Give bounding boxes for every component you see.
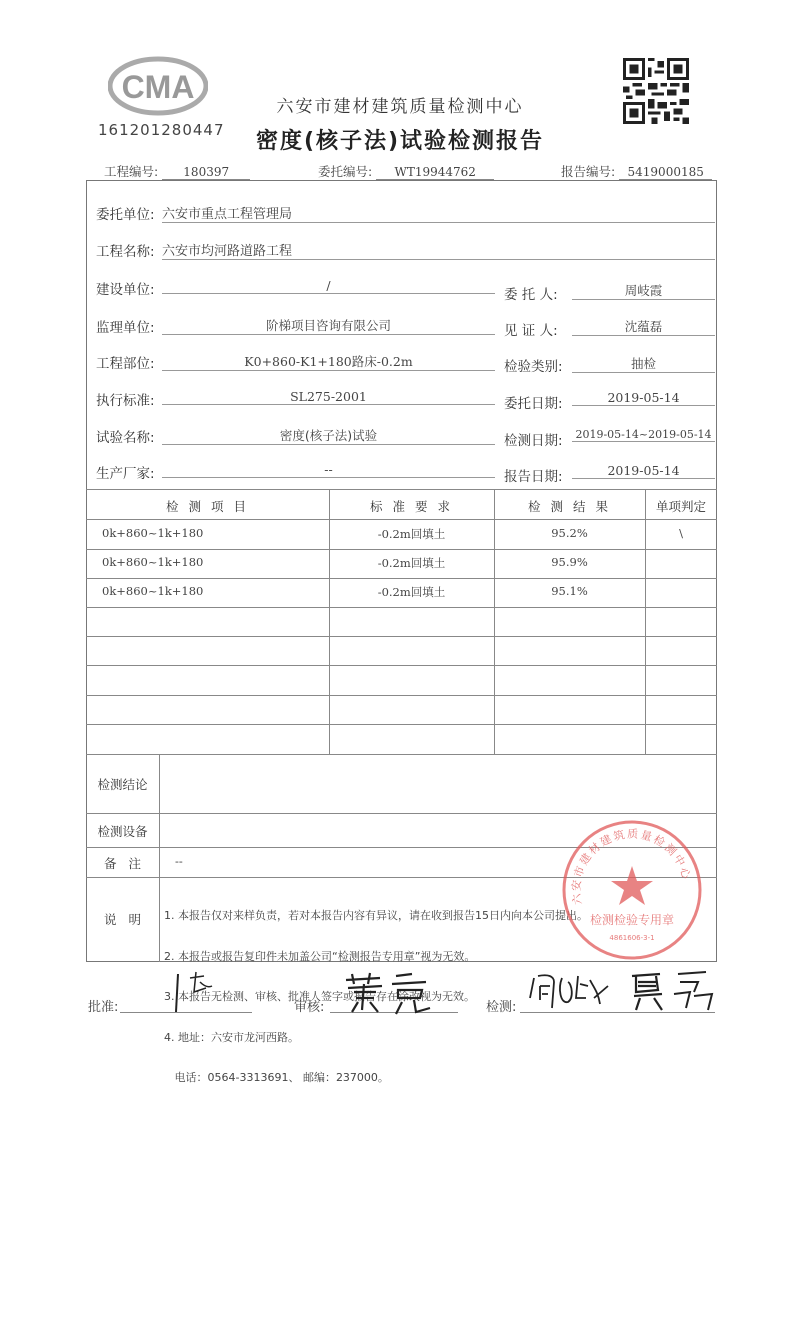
maker-value: -- bbox=[162, 462, 495, 478]
header-judgement: 单项判定 bbox=[655, 499, 706, 514]
header-result: 检 测 结 果 bbox=[528, 499, 611, 514]
note-2: 2. 本报告或报告复印件未加盖公司“检测报告专用章”视为无效。 bbox=[164, 949, 476, 963]
project-value: 六安市均河路道路工程 bbox=[162, 240, 715, 260]
table-row-1-judgement: \ bbox=[679, 526, 683, 540]
test-name-value: 密度(核子法)试验 bbox=[162, 426, 495, 445]
approver-signature bbox=[170, 968, 220, 1016]
header-item: 检 测 项 目 bbox=[166, 499, 249, 514]
test-label: 检测: bbox=[486, 1000, 517, 1015]
standard-label: 执行标准: bbox=[96, 393, 155, 409]
maker-label: 生产厂家: bbox=[96, 466, 155, 482]
report-date-value: 2019-05-14 bbox=[572, 463, 715, 479]
test-date-value: 2019-05-14~2019-05-14 bbox=[572, 428, 715, 442]
table-top-rule bbox=[86, 489, 717, 490]
table-row-3-standard: -0.2m回填土 bbox=[377, 585, 446, 599]
test-name-label: 试验名称: bbox=[96, 430, 155, 446]
supervisor-value: 阶梯项目咨询有限公司 bbox=[162, 316, 495, 335]
supervisor-label: 监理单位: bbox=[96, 320, 155, 336]
standard-value: SL275-2001 bbox=[162, 389, 495, 405]
client-value: 六安市重点工程管理局 bbox=[162, 203, 715, 223]
remark-value: -- bbox=[175, 854, 183, 868]
table-row-2-result: 95.9% bbox=[551, 555, 588, 569]
entrust-date-value: 2019-05-14 bbox=[572, 390, 715, 406]
test-date-label: 检测日期: bbox=[504, 433, 563, 449]
builder-value: / bbox=[162, 278, 495, 294]
svg-text:CMA: CMA bbox=[121, 69, 195, 105]
note-5: 电话：0564-3313691、 邮编：237000。 bbox=[164, 1071, 389, 1084]
inspect-type-value: 抽检 bbox=[572, 354, 715, 373]
stamp-code: 4861606-3-1 bbox=[609, 934, 655, 942]
builder-label: 建设单位: bbox=[96, 282, 155, 298]
entruster-value: 周岐霞 bbox=[572, 281, 715, 300]
remark-label: 备 注 bbox=[104, 856, 141, 871]
table-row-1-item: 0k+860~1k+180 bbox=[102, 526, 204, 540]
witness-label: 见 证 人: bbox=[504, 323, 558, 339]
conclusion-label: 检测结论 bbox=[97, 777, 148, 792]
entrust-date-label: 委托日期: bbox=[504, 396, 563, 412]
note-1: 1. 本报告仅对来样负责，若对本报告内容有异议，请在收到报告15日内向本公司提出。 bbox=[164, 909, 588, 922]
approve-label: 批准: bbox=[88, 1000, 119, 1015]
inspection-stamp bbox=[560, 818, 704, 962]
table-row-2-standard: -0.2m回填土 bbox=[377, 556, 446, 570]
table-row-1-result: 95.2% bbox=[551, 526, 588, 540]
table-row-3-result: 95.1% bbox=[551, 584, 588, 598]
tester-signatures bbox=[528, 968, 718, 1016]
notes-label: 说 明 bbox=[104, 912, 141, 927]
entruster-label: 委 托 人: bbox=[504, 287, 558, 303]
review-label: 审核: bbox=[294, 1000, 325, 1015]
table-row-3-item: 0k+860~1k+180 bbox=[102, 584, 204, 598]
report-title: 密度(核子法)试验检测报告 bbox=[255, 129, 545, 154]
cma-number: 161201280447 bbox=[98, 121, 225, 139]
table-row-2-item: 0k+860~1k+180 bbox=[102, 555, 204, 569]
part-value: K0+860-K1+180路床-0.2m bbox=[162, 352, 495, 371]
witness-value: 沈蕴磊 bbox=[572, 317, 715, 336]
note-4: 4. 地址：六安市龙河西路。 bbox=[164, 1030, 299, 1044]
stamp-center-text: 检测检验专用章 bbox=[589, 913, 675, 927]
report-date-label: 报告日期: bbox=[504, 469, 563, 485]
equipment-label: 检测设备 bbox=[97, 824, 148, 839]
table-row-1-standard: -0.2m回填土 bbox=[377, 527, 446, 541]
stamp-ring-text: 六安市建材建筑质量检测中心 bbox=[569, 827, 694, 906]
note-3: 3. 本报告无检测、审核、批准人签字或报告存在涂改视为无效。 bbox=[164, 990, 475, 1003]
project-label: 工程名称: bbox=[96, 244, 155, 260]
reviewer-signature bbox=[340, 970, 440, 1016]
client-label: 委托单位: bbox=[96, 207, 155, 223]
inspect-type-label: 检验类别: bbox=[504, 359, 563, 375]
org-name: 六安市建材建筑质量检测中心 bbox=[276, 97, 524, 117]
entrust-no: 委托编号: WT19944762 bbox=[318, 162, 494, 180]
report-no: 报告编号: 5419000185 bbox=[561, 162, 712, 180]
header-standard: 标 准 要 求 bbox=[370, 499, 453, 514]
part-label: 工程部位: bbox=[96, 356, 155, 372]
project-no: 工程编号: 180397 bbox=[104, 162, 250, 180]
